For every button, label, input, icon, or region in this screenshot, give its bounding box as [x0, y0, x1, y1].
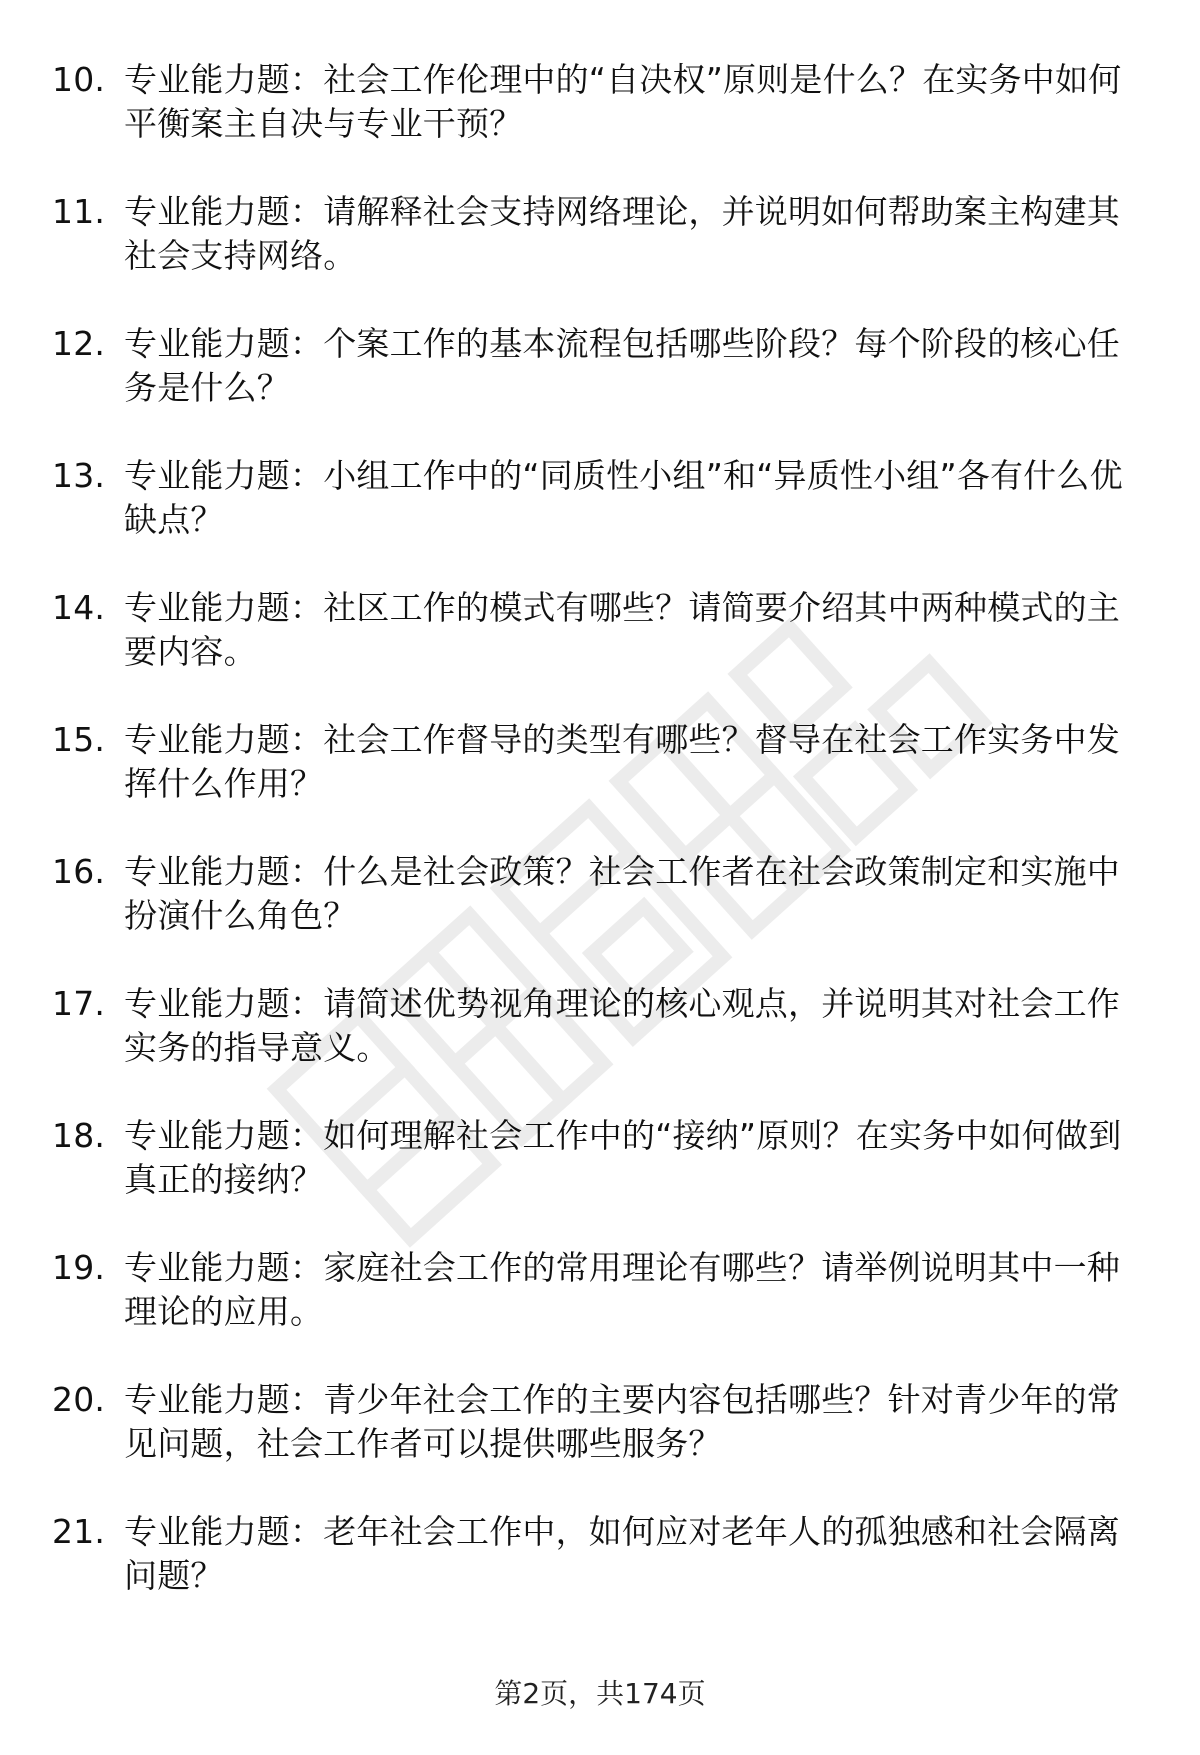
- question-number: 20.: [52, 1380, 106, 1419]
- question-text: 专业能力题：个案工作的基本流程包括哪些阶段？每个阶段的核心任务是什么？: [124, 324, 1120, 407]
- question-text: 专业能力题：社区工作的模式有哪些？请简要介绍其中两种模式的主要内容。: [124, 588, 1120, 671]
- page-number: 第2页，共174页: [494, 1677, 706, 1710]
- question-text: 专业能力题：青少年社会工作的主要内容包括哪些？针对青少年的常见问题，社会工作者可以提供哪些服务？: [124, 1380, 1120, 1463]
- question-number: 19.: [52, 1248, 106, 1287]
- question-item: [52, 454, 1142, 542]
- question-text: 专业能力题：老年社会工作中，如何应对老年人的孤独感和社会隔离问题？: [124, 1512, 1120, 1595]
- question-item: [52, 1378, 1142, 1466]
- question-item: [52, 718, 1142, 806]
- question-number: 12.: [52, 324, 106, 363]
- question-number: 18.: [52, 1116, 106, 1155]
- question-text: 专业能力题：请简述优势视角理论的核心观点，并说明其对社会工作实务的指导意义。: [124, 984, 1120, 1067]
- question-item: [52, 58, 1142, 146]
- question-number: 15.: [52, 720, 106, 759]
- question-item: [52, 586, 1142, 674]
- question-item: [52, 1510, 1142, 1598]
- question-text: 专业能力题：什么是社会政策？社会工作者在社会政策制定和实施中扮演什么角色？: [124, 852, 1120, 935]
- question-number: 10.: [52, 60, 106, 99]
- question-number: 16.: [52, 852, 106, 891]
- question-text: 专业能力题：如何理解社会工作中的“接纳”原则？在实务中如何做到真正的接纳？: [124, 1116, 1122, 1199]
- question-text: 专业能力题：家庭社会工作的常用理论有哪些？请举例说明其中一种理论的应用。: [124, 1248, 1120, 1331]
- question-number: 13.: [52, 456, 106, 495]
- question-item: [52, 322, 1142, 410]
- question-number: 17.: [52, 984, 106, 1023]
- question-text: 专业能力题：小组工作中的“同质性小组”和“异质性小组”各有什么优缺点？: [124, 456, 1123, 539]
- question-text: 专业能力题：社会工作督导的类型有哪些？督导在社会工作实务中发挥什么作用？: [124, 720, 1120, 803]
- question-item: [52, 850, 1142, 938]
- question-number: 11.: [52, 192, 106, 231]
- question-item: [52, 190, 1142, 278]
- question-number: 14.: [52, 588, 106, 627]
- question-text: 专业能力题：请解释社会支持网络理论，并说明如何帮助案主构建其社会支持网络。: [124, 192, 1120, 275]
- question-text: 专业能力题：社会工作伦理中的“自决权”原则是什么？在实务中如何平衡案主自决与专业干预？: [124, 60, 1122, 143]
- question-item: [52, 1114, 1142, 1202]
- question-item: [52, 1246, 1142, 1334]
- question-item: [52, 982, 1142, 1070]
- question-list: [52, 58, 1142, 1642]
- question-number: 21.: [52, 1512, 106, 1551]
